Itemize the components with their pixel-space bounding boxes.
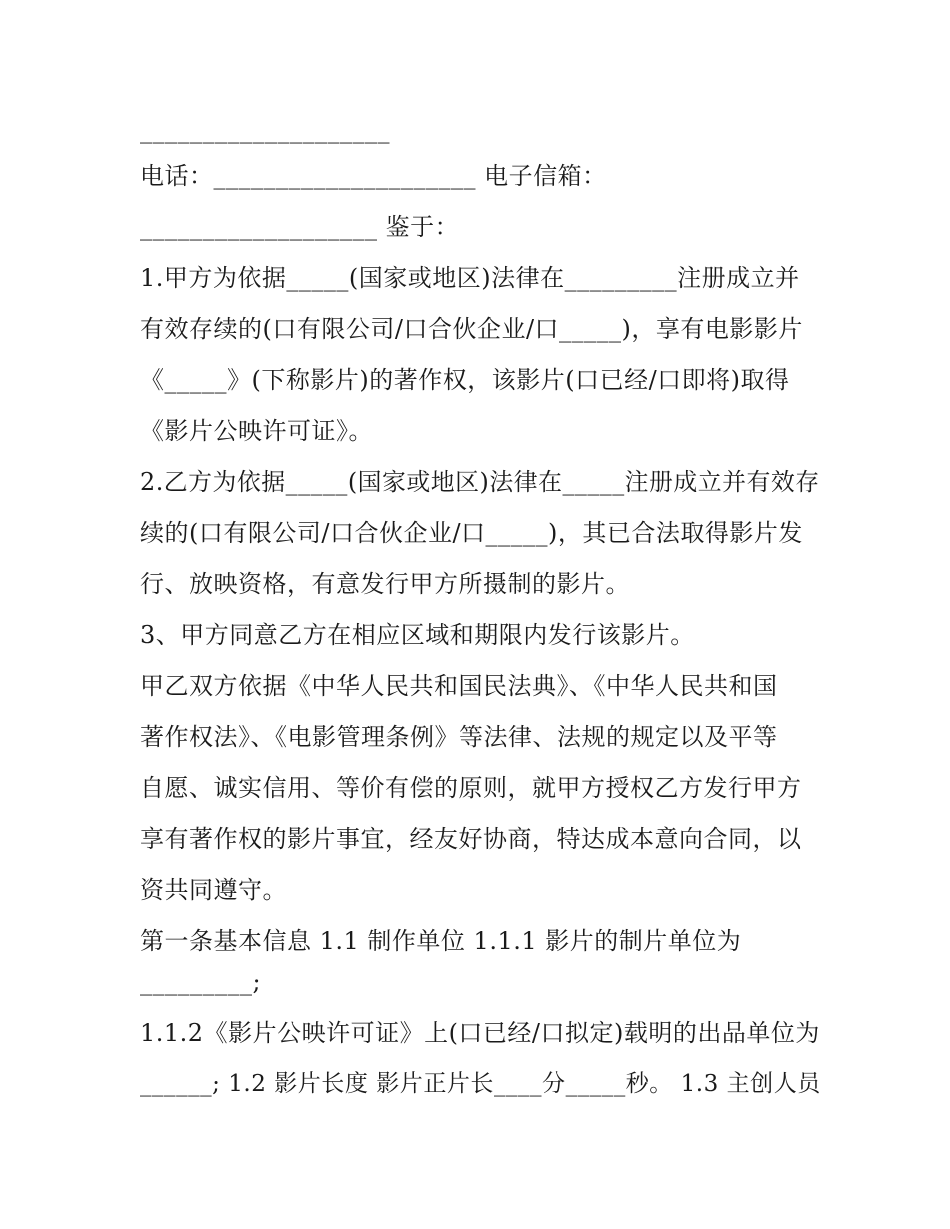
text-line: 电话：_____________________ 电子信箱： — [140, 162, 607, 190]
text-line: ______; 1.2 影片长度 影片正片长____分_____秒。 1.3 主创人员 — [140, 1071, 821, 1097]
text-line: _________; — [140, 968, 262, 996]
text-line: 甲乙双方依据《中华人民共和国民法典》、《中华人民共和国 — [140, 672, 778, 700]
text-line: 1.甲方为依据_____(国家或地区)法律在_________注册成立并 — [140, 264, 800, 292]
text-line: 3、甲方同意乙方在相应区域和期限内发行该影片。 — [140, 621, 695, 649]
text-line: 资共同遵守。 — [140, 876, 287, 904]
text-line: ____________________ — [140, 116, 390, 144]
text-line: 著作权法》、《电影管理条例》等法律、法规的规定以及平等 — [140, 723, 778, 751]
text-line: 享有著作权的影片事宜，经友好协商，特达成本意向合同，以 — [140, 825, 802, 853]
text-line: 自愿、诚实信用、等价有偿的原则，就甲方授权乙方发行甲方 — [140, 774, 802, 802]
text-line: 续的(口有限公司/口合伙企业/口_____)，其已合法取得影片发 — [140, 519, 803, 547]
text-line: ___________________ 鉴于： — [140, 213, 460, 241]
text-line: 1.1.2《影片公映许可证》上(口已经/口拟定)载明的出品单位为 — [140, 1019, 820, 1047]
text-line: 《影片公映许可证》。 — [140, 417, 373, 445]
text-line: 2.乙方为依据_____(国家或地区)法律在_____注册成立并有效存 — [140, 468, 820, 496]
text-line: 《_____》(下称影片)的著作权，该影片(口已经/口即将)取得 — [140, 366, 790, 394]
text-line: 行、放映资格，有意发行甲方所摄制的影片。 — [140, 570, 630, 598]
text-line: 第一条基本信息 1.1 制作单位 1.1.1 影片的制片单位为 — [140, 927, 742, 955]
text-line: 有效存续的(口有限公司/口合伙企业/口_____)，享有电影影片 — [140, 315, 803, 343]
